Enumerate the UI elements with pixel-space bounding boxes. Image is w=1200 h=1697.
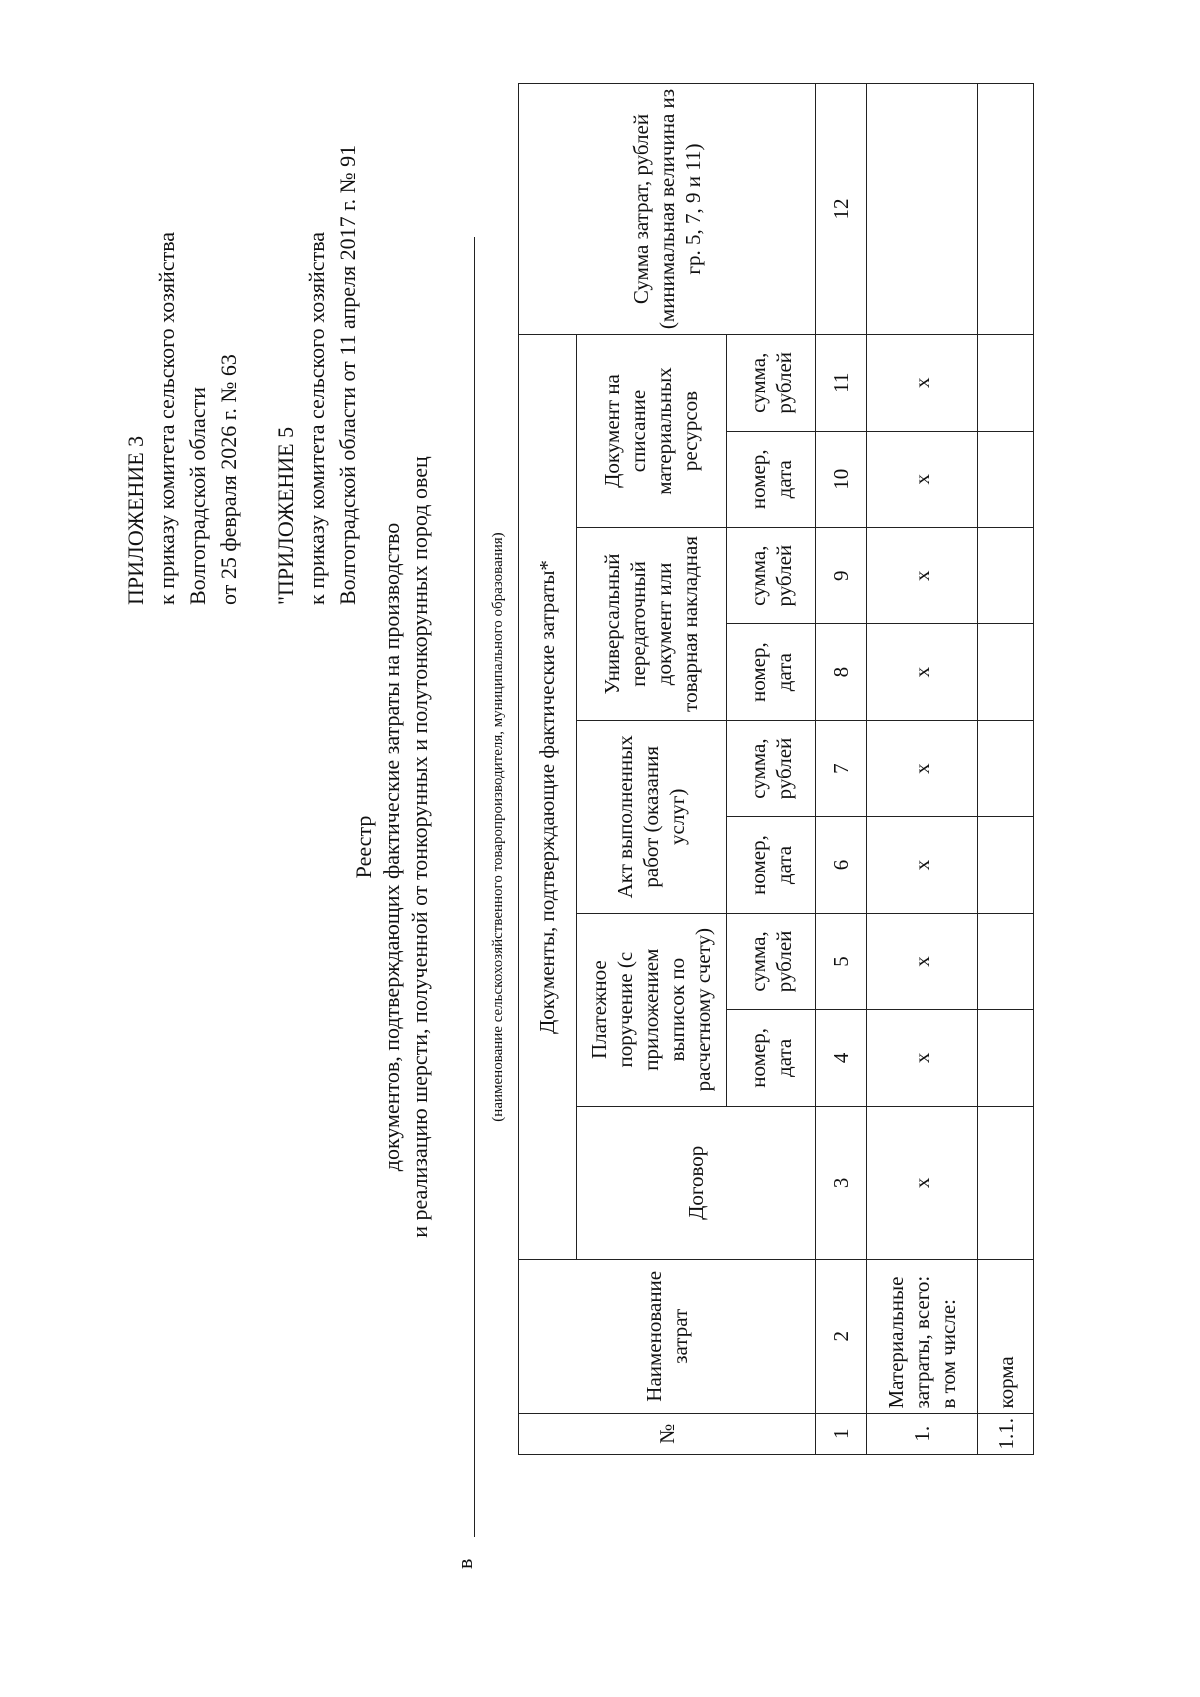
header-cost-name: Наименование затрат — [519, 1260, 816, 1413]
subheader-upd-sum: сумма, рублей — [726, 527, 815, 623]
attachment-new-line1: к приказу комитета сельского хозяйства — [154, 231, 179, 605]
subheader-upd-num-date: номер, дата — [726, 624, 815, 720]
attachment-old-line2: Волгоградской области от 11 апреля 2017 г. № 91 — [335, 144, 360, 605]
col-number: 4 — [815, 1010, 866, 1106]
row-cell — [978, 624, 1034, 720]
header-documents: Документы, подтверждающие фактические затраты* — [519, 335, 577, 1260]
subheader-act-num-date: номер, дата — [726, 817, 815, 913]
row-number: 1.1. — [978, 1413, 1034, 1454]
row-number: 1. — [867, 1413, 978, 1454]
col-number: 5 — [815, 913, 866, 1009]
producer-blank-rule — [474, 237, 475, 1537]
header-total-sum: Сумма затрат, рублей (минимальная величина из гр. 5, 7, 9 и 11) — [519, 84, 816, 335]
attachment-old-line1: к приказу комитета сельского хозяйства — [304, 231, 329, 605]
row-cost-name: корма — [978, 1260, 1034, 1413]
header-row-1 — [519, 84, 577, 1455]
col-number: 11 — [815, 335, 866, 432]
row-cell: x — [867, 913, 978, 1009]
col-number: 6 — [815, 817, 866, 913]
col-number: 12 — [815, 84, 866, 335]
row-cell: x — [867, 720, 978, 816]
producer-fill-line — [448, 237, 484, 1569]
table-row — [978, 84, 1034, 1455]
row-cell — [978, 1010, 1034, 1106]
subheader-payment-num-date: номер, дата — [726, 1010, 815, 1106]
subheader-writeoff-num-date: номер, дата — [726, 431, 815, 527]
row-cell — [978, 527, 1034, 623]
header-writeoff-document: Документ на списание материальных ресурсов — [576, 335, 726, 528]
col-number: 7 — [815, 720, 866, 816]
subheader-writeoff-sum: сумма, рублей — [726, 335, 815, 432]
row-cell: x — [867, 1106, 978, 1259]
row-cell: x — [867, 527, 978, 623]
row-cell: x — [867, 624, 978, 720]
row-cell — [978, 817, 1034, 913]
document-title — [350, 147, 434, 1547]
row-cell: x — [867, 817, 978, 913]
subheader-act-sum: сумма, рублей — [726, 720, 815, 816]
row-cell — [867, 84, 978, 335]
attachment-new-title: ПРИЛОЖЕНИЕ 3 — [123, 435, 148, 605]
header-num: № — [519, 1413, 816, 1454]
row-cell: x — [867, 335, 978, 432]
document-title-line2: документов, подтверждающих фактические затраты на производство — [379, 522, 404, 1172]
attachment-new-line3: от 25 февраля 2026 г. № 63 — [216, 354, 241, 605]
row-cell — [978, 1106, 1034, 1259]
col-number: 8 — [815, 624, 866, 720]
attachment-old-title: "ПРИЛОЖЕНИЕ 5 — [273, 426, 298, 605]
document-title-line3: и реализацию шерсти, полученной от тонкорунных и полутонкорунных пород овец — [407, 456, 432, 1238]
row-cell — [978, 84, 1034, 335]
col-number: 10 — [815, 431, 866, 527]
header-payment-order: Платежное поручение (с приложением выписок по расчетному счету) — [576, 913, 726, 1106]
attachment-new-block — [120, 232, 244, 605]
header-contract: Договор — [576, 1106, 815, 1259]
header-transfer-document: Универсальный передаточный документ или товарная накладная — [576, 527, 726, 720]
row-cell — [978, 720, 1034, 816]
header-act: Акт выполненных работ (оказания услуг) — [576, 720, 726, 913]
document-title-line1: Реестр — [351, 815, 376, 879]
col-number: 9 — [815, 527, 866, 623]
producer-caption: (наименование сельскохозяйственного товаропроизводителя, муниципального образования) — [490, 532, 506, 1122]
col-number: 1 — [815, 1413, 866, 1454]
row-cell — [978, 335, 1034, 432]
table-row — [867, 84, 978, 1455]
register-table — [518, 83, 1034, 1455]
row-cell: x — [867, 431, 978, 527]
col-number: 3 — [815, 1106, 866, 1259]
producer-prefix: в — [452, 1558, 477, 1569]
column-number-row — [815, 84, 866, 1455]
attachment-new-line2: Волгоградской области — [185, 387, 210, 605]
subheader-payment-sum: сумма, рублей — [726, 913, 815, 1009]
row-cell: x — [867, 1010, 978, 1106]
col-number: 2 — [815, 1260, 866, 1413]
row-cell — [978, 913, 1034, 1009]
row-cost-name: Материальные затраты, всего: в том числе: — [867, 1260, 978, 1413]
row-cell — [978, 431, 1034, 527]
